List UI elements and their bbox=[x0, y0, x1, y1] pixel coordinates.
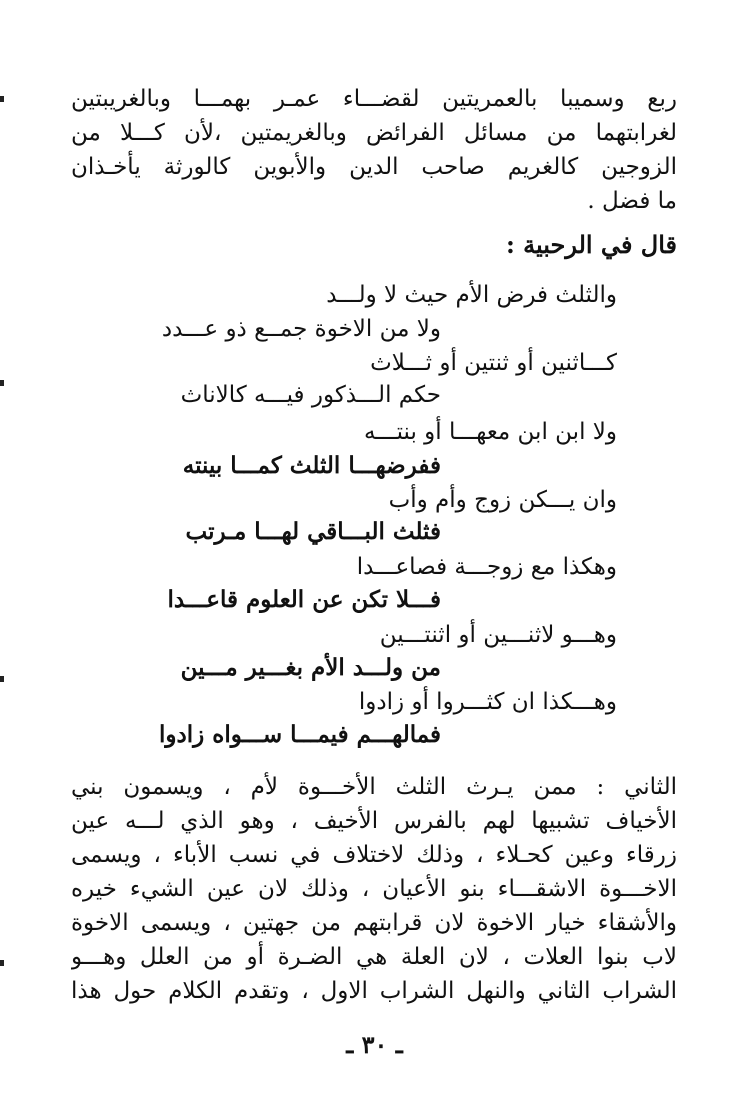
poem-verse: وهكذا مع زوجـــة فصاعـــدا bbox=[356, 554, 617, 580]
poem-verse: كـــاثنين أو ثنتين أو ثـــلاث bbox=[370, 350, 617, 376]
paragraph-2-line: الأخياف تشبيها لهم بالفرس الأخيف ، وهو الذي لـــه عين bbox=[71, 808, 677, 834]
poem-verse: وهـــكذا ان كثـــروا أو زادوا bbox=[358, 689, 617, 715]
poem-verse: وان يـــكن زوج وأم وأب bbox=[388, 487, 617, 513]
paragraph-2-line: لاب بنوا العلات ، لان العلة هي الضـرة أو من العلل وهـــو bbox=[71, 944, 677, 970]
paragraph-1-line: ما فضل . bbox=[587, 188, 677, 214]
paragraph-1-line: ربع وسميبا بالعمريتين لقضـــاء عمـر بهمـــا وبالغريبتين bbox=[71, 86, 677, 112]
poem-verse: فـــلا تكن عن العلوم قاعـــدا bbox=[167, 586, 441, 613]
scan-margin-mark bbox=[0, 380, 4, 386]
poem-verse: وهـــو لاثنـــين أو اثنتـــين bbox=[379, 622, 617, 648]
paragraph-2-line: الاخـــوة الاشقـــاء بنو الأعيان ، وذلك لان عين الشيء خيره bbox=[71, 876, 677, 902]
poem-verse: فثلث البـــاقي لهـــا مـرتب bbox=[185, 518, 441, 545]
section-heading: قال في الرحبية : bbox=[505, 230, 677, 259]
paragraph-1-line: الزوجين كالغريم صاحب الدين والأبوين كالورثة يأخـذان bbox=[71, 154, 677, 180]
paragraph-2-line: زرقاء وعين كحـلاء ، وذلك لاختلاف في نسب الأباء ، ويسمى bbox=[71, 842, 677, 868]
poem-verse: حكم الـــذكور فيـــه كالاناث bbox=[180, 382, 441, 408]
page-number: ـ ٣٠ ـ bbox=[346, 1030, 403, 1059]
poem-verse: فمالهـــم فيمـــا ســـواه زادوا bbox=[159, 721, 441, 748]
paragraph-2-line: والأشقاء خيار الاخوة لان قرابتهم من جهتين ، ويسمى الاخوة bbox=[71, 910, 677, 936]
paragraph-1-line: لغرابتهما من مسائل الفرائض وبالغريمتين ،لأن كـــلا من bbox=[71, 120, 677, 146]
scan-margin-mark bbox=[0, 676, 4, 682]
paragraph-2-line: الثاني : ممن يـرث الثلث الأخـــوة لأم ، ويسمون بني bbox=[71, 774, 677, 800]
scan-margin-mark bbox=[0, 960, 4, 966]
scan-margin-mark bbox=[0, 96, 4, 102]
poem-verse: ففرضهـــا الثلث كمـــا بينته bbox=[182, 452, 441, 479]
paragraph-2 bbox=[71, 770, 677, 1008]
poem-verse: ولا ابن ابن معهـــا أو بنتـــه bbox=[364, 419, 617, 445]
poem-verse: والثلث فرض الأم حيث لا ولـــد bbox=[326, 282, 617, 308]
poem-verse: من ولـــد الأم بغـــير مـــين bbox=[180, 654, 441, 681]
paragraph-2-line: الشراب الثاني والنهل الشراب الاول ، وتقدم الكلام حول هذا bbox=[71, 978, 677, 1004]
poem-verse: ولا من الاخوة جمــع ذو عـــدد bbox=[161, 316, 441, 342]
